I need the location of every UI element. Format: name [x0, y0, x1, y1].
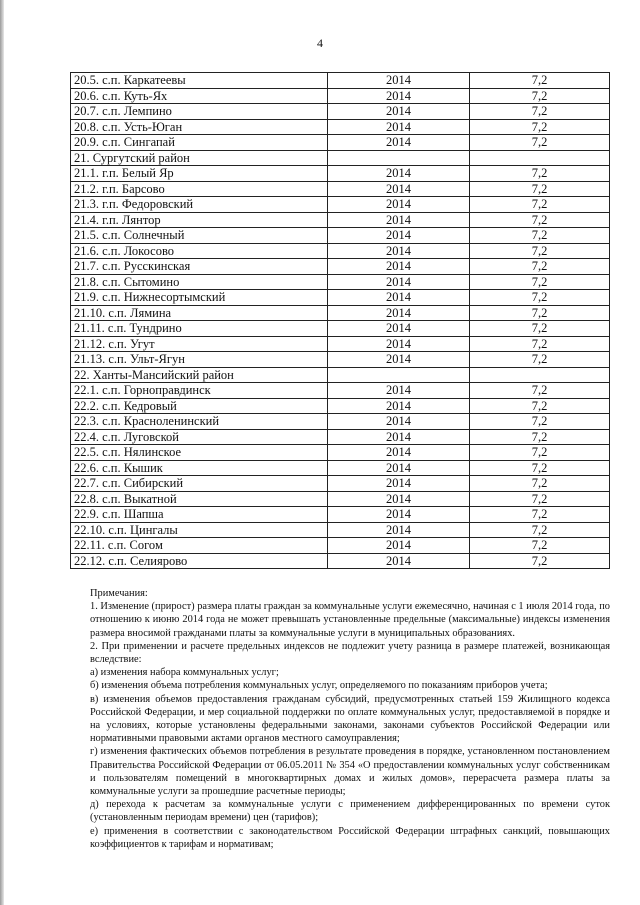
- name-cell: 22.3. с.п. Красноленинский: [71, 414, 328, 430]
- year-cell: 2014: [328, 383, 470, 399]
- table-row: [71, 274, 610, 290]
- value-cell: 7,2: [470, 445, 610, 461]
- name-cell: 21.6. с.п. Локосово: [71, 243, 328, 259]
- year-cell: 2014: [328, 119, 470, 135]
- name-cell: 22.6. с.п. Кышик: [71, 460, 328, 476]
- table-row: [71, 212, 610, 228]
- name-cell: 22.2. с.п. Кедровый: [71, 398, 328, 414]
- note-paragraph: 2. При применении и расчете предельных индексов не подлежит учету разница в размере платежей, возникающая вследствие:: [90, 640, 610, 666]
- table-row: [71, 491, 610, 507]
- name-cell: 21.3. г.п. Федоровский: [71, 197, 328, 213]
- year-cell: 2014: [328, 352, 470, 368]
- scan-edge: [0, 0, 4, 905]
- name-cell: 22.9. с.п. Шапша: [71, 507, 328, 523]
- note-paragraph: д) перехода к расчетам за коммунальные услуги с применением дифференцированных по времени суток (установленным периодам времени) цен (тарифов);: [90, 799, 610, 824]
- year-cell: 2014: [328, 290, 470, 306]
- value-cell: 7,2: [470, 166, 610, 182]
- table-row: [71, 135, 610, 151]
- value-cell: 7,2: [470, 181, 610, 197]
- name-cell: 20.7. с.п. Лемпино: [71, 104, 328, 120]
- index-table-body: [71, 73, 610, 569]
- year-cell: 2014: [328, 507, 470, 523]
- table-row: [71, 305, 610, 321]
- value-cell: 7,2: [470, 212, 610, 228]
- year-cell: 2014: [328, 135, 470, 151]
- value-cell: 7,2: [470, 73, 610, 89]
- name-cell: 22. Ханты-Мансийский район: [71, 367, 328, 383]
- table-row: [71, 197, 610, 213]
- name-cell: 20.8. с.п. Усть-Юган: [71, 119, 328, 135]
- table-row: [71, 460, 610, 476]
- name-cell: 22.5. с.п. Нялинское: [71, 445, 328, 461]
- value-cell: 7,2: [470, 104, 610, 120]
- year-cell: 2014: [328, 305, 470, 321]
- table-row: [71, 352, 610, 368]
- note-paragraph: 1. Изменение (прирост) размера платы граждан за коммунальные услуги ежемесячно, начиная с 1 июля 2014 года, по отношению к июню 2014 года не может превышать установленные предельные (максимальные) индексы изменения размера вносимой гражданами платы за коммунальные услуги в муниципальных образованиях.: [90, 601, 610, 639]
- table-row: [71, 507, 610, 523]
- name-cell: 21.8. с.п. Сытомино: [71, 274, 328, 290]
- table-row: [71, 166, 610, 182]
- year-cell: 2014: [328, 491, 470, 507]
- note-paragraph: а) изменения набора коммунальных услуг;: [90, 667, 279, 679]
- name-cell: 21.11. с.п. Тундрино: [71, 321, 328, 337]
- value-cell: 7,2: [470, 305, 610, 321]
- year-cell: 2014: [328, 197, 470, 213]
- value-cell: 7,2: [470, 460, 610, 476]
- name-cell: 22.7. с.п. Сибирский: [71, 476, 328, 492]
- year-cell: [328, 150, 470, 166]
- year-cell: 2014: [328, 243, 470, 259]
- name-cell: 20.9. с.п. Сингапай: [71, 135, 328, 151]
- name-cell: 22.10. с.п. Цингалы: [71, 522, 328, 538]
- name-cell: 21.1. г.п. Белый Яр: [71, 166, 328, 182]
- year-cell: 2014: [328, 336, 470, 352]
- value-cell: 7,2: [470, 321, 610, 337]
- value-cell: 7,2: [470, 414, 610, 430]
- table-row: [71, 259, 610, 275]
- table-row: [71, 336, 610, 352]
- name-cell: 21.5. с.п. Солнечный: [71, 228, 328, 244]
- year-cell: 2014: [328, 538, 470, 554]
- value-cell: 7,2: [470, 491, 610, 507]
- year-cell: 2014: [328, 212, 470, 228]
- value-cell: [470, 150, 610, 166]
- year-cell: 2014: [328, 259, 470, 275]
- value-cell: 7,2: [470, 538, 610, 554]
- note-paragraph: г) изменения фактических объемов потребления в результате проведения в порядке, установленном постановлением Правительства Российской Федерации от 06.05.2011 № 354 «О предоставлении коммунальных услуг собственникам и пользователям помещений в многоквартирных домах и жилых домов», перерасчета размера платы за коммунальные услуги за прошедшие расчетные периоды;: [90, 746, 610, 798]
- value-cell: 7,2: [470, 135, 610, 151]
- index-table: [70, 72, 610, 569]
- name-cell: 21.10. с.п. Лямина: [71, 305, 328, 321]
- name-cell: 21.12. с.п. Угут: [71, 336, 328, 352]
- name-cell: 20.5. с.п. Каркатеевы: [71, 73, 328, 89]
- name-cell: 21.9. с.п. Нижнесортымский: [71, 290, 328, 306]
- year-cell: 2014: [328, 522, 470, 538]
- year-cell: 2014: [328, 398, 470, 414]
- year-cell: 2014: [328, 429, 470, 445]
- name-cell: 22.12. с.п. Селиярово: [71, 553, 328, 569]
- year-cell: 2014: [328, 445, 470, 461]
- table-row: [71, 73, 610, 89]
- note-paragraph: б) изменения объема потребления коммунальных услуг, определяемого по показаниям приборов учета;: [90, 680, 548, 692]
- value-cell: 7,2: [470, 398, 610, 414]
- table-row: [71, 150, 610, 166]
- table-row: [71, 290, 610, 306]
- table-row: [71, 367, 610, 383]
- table-row: [71, 445, 610, 461]
- name-cell: 22.11. с.п. Согом: [71, 538, 328, 554]
- table-row: [71, 429, 610, 445]
- name-cell: 21.2. г.п. Барсово: [71, 181, 328, 197]
- value-cell: 7,2: [470, 553, 610, 569]
- year-cell: 2014: [328, 460, 470, 476]
- year-cell: 2014: [328, 104, 470, 120]
- value-cell: 7,2: [470, 352, 610, 368]
- value-cell: 7,2: [470, 197, 610, 213]
- year-cell: 2014: [328, 73, 470, 89]
- year-cell: 2014: [328, 166, 470, 182]
- year-cell: 2014: [328, 228, 470, 244]
- value-cell: 7,2: [470, 274, 610, 290]
- value-cell: 7,2: [470, 243, 610, 259]
- table-row: [71, 398, 610, 414]
- name-cell: 21.7. с.п. Русскинская: [71, 259, 328, 275]
- table-row: [71, 538, 610, 554]
- year-cell: 2014: [328, 274, 470, 290]
- value-cell: 7,2: [470, 429, 610, 445]
- value-cell: 7,2: [470, 383, 610, 399]
- table-row: [71, 88, 610, 104]
- name-cell: 22.1. с.п. Горноправдинск: [71, 383, 328, 399]
- year-cell: [328, 367, 470, 383]
- table-row: [71, 321, 610, 337]
- note-paragraph: в) изменения объемов предоставления гражданам субсидий, предусмотренных статьей 159 Жилищного кодекса Российской Федерации, и мер социальной поддержки по оплате коммунальных услуг, предоставляемой в порядке и на условиях, которые установлены федеральными законами, законами субъектов Российской Федерации или нормативными правовыми актами органов местного самоуправления;: [90, 693, 610, 745]
- value-cell: 7,2: [470, 507, 610, 523]
- table-row: [71, 228, 610, 244]
- table-row: [71, 383, 610, 399]
- table-row: [71, 553, 610, 569]
- notes-title: Примечания:: [90, 588, 148, 599]
- year-cell: 2014: [328, 476, 470, 492]
- value-cell: 7,2: [470, 88, 610, 104]
- year-cell: 2014: [328, 321, 470, 337]
- name-cell: 21. Сургутский район: [71, 150, 328, 166]
- year-cell: 2014: [328, 414, 470, 430]
- name-cell: 22.4. с.п. Луговской: [71, 429, 328, 445]
- table-row: [71, 522, 610, 538]
- table-row: [71, 181, 610, 197]
- notes-section: [90, 587, 610, 851]
- name-cell: 21.4. г.п. Лянтор: [71, 212, 328, 228]
- page-number: 4: [317, 36, 323, 50]
- table-row: [71, 414, 610, 430]
- year-cell: 2014: [328, 181, 470, 197]
- table-row: [71, 476, 610, 492]
- name-cell: 22.8. с.п. Выкатной: [71, 491, 328, 507]
- value-cell: 7,2: [470, 476, 610, 492]
- value-cell: [470, 367, 610, 383]
- value-cell: 7,2: [470, 259, 610, 275]
- table-row: [71, 243, 610, 259]
- name-cell: 20.6. с.п. Куть-Ях: [71, 88, 328, 104]
- table-row: [71, 119, 610, 135]
- value-cell: 7,2: [470, 336, 610, 352]
- value-cell: 7,2: [470, 119, 610, 135]
- value-cell: 7,2: [470, 228, 610, 244]
- table-row: [71, 104, 610, 120]
- year-cell: 2014: [328, 553, 470, 569]
- year-cell: 2014: [328, 88, 470, 104]
- name-cell: 21.13. с.п. Ульт-Ягун: [71, 352, 328, 368]
- value-cell: 7,2: [470, 290, 610, 306]
- note-paragraph: е) применения в соответствии с законодательством Российской Федерации штрафных санкций, повышающих коэффициентов к тарифам и нормативам;: [90, 825, 610, 850]
- value-cell: 7,2: [470, 522, 610, 538]
